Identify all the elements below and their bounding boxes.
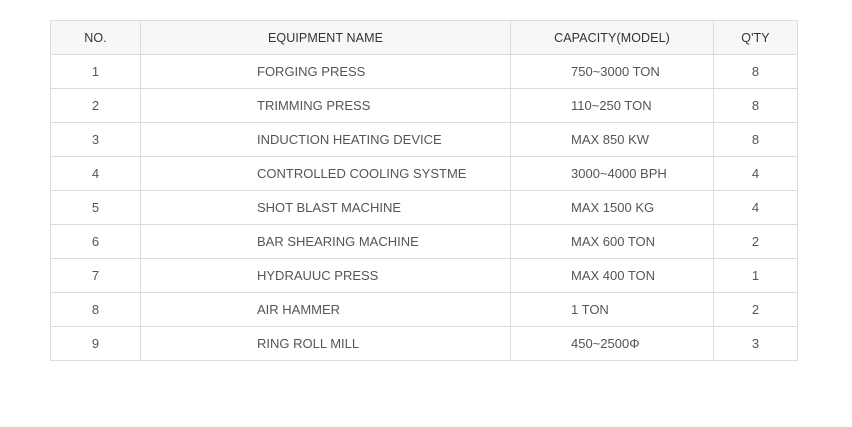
cell-no: 2 <box>51 89 141 123</box>
cell-qty: 4 <box>714 191 798 225</box>
cell-capacity: 750~3000 TON <box>511 55 714 89</box>
cell-qty: 4 <box>714 157 798 191</box>
equipment-table <box>50 20 798 361</box>
cell-capacity: MAX 850 KW <box>511 123 714 157</box>
cell-capacity: 110~250 TON <box>511 89 714 123</box>
header-capacity: CAPACITY(MODEL) <box>511 21 714 55</box>
cell-equipment-name: SHOT BLAST MACHINE <box>141 191 511 225</box>
cell-qty: 3 <box>714 327 798 361</box>
cell-no: 3 <box>51 123 141 157</box>
cell-no: 9 <box>51 327 141 361</box>
cell-qty: 1 <box>714 259 798 293</box>
cell-qty: 8 <box>714 89 798 123</box>
cell-no: 7 <box>51 259 141 293</box>
cell-qty: 2 <box>714 225 798 259</box>
cell-equipment-name: CONTROLLED COOLING SYSTME <box>141 157 511 191</box>
table-row <box>51 225 798 259</box>
cell-no: 5 <box>51 191 141 225</box>
cell-capacity: MAX 600 TON <box>511 225 714 259</box>
cell-qty: 8 <box>714 55 798 89</box>
cell-capacity: MAX 1500 KG <box>511 191 714 225</box>
cell-equipment-name: AIR HAMMER <box>141 293 511 327</box>
cell-capacity: 1 TON <box>511 293 714 327</box>
cell-equipment-name: RING ROLL MILL <box>141 327 511 361</box>
cell-no: 6 <box>51 225 141 259</box>
table-body <box>51 55 798 361</box>
table-row <box>51 327 798 361</box>
table-row <box>51 123 798 157</box>
header-qty: Q'TY <box>714 21 798 55</box>
table-row <box>51 157 798 191</box>
cell-equipment-name: TRIMMING PRESS <box>141 89 511 123</box>
header-row <box>51 21 798 55</box>
cell-equipment-name: HYDRAUUC PRESS <box>141 259 511 293</box>
table-header <box>51 21 798 55</box>
cell-equipment-name: INDUCTION HEATING DEVICE <box>141 123 511 157</box>
cell-equipment-name: FORGING PRESS <box>141 55 511 89</box>
cell-no: 8 <box>51 293 141 327</box>
cell-no: 1 <box>51 55 141 89</box>
header-equipment-name: EQUIPMENT NAME <box>141 21 511 55</box>
table-row <box>51 293 798 327</box>
header-no: NO. <box>51 21 141 55</box>
table-row <box>51 191 798 225</box>
table-row <box>51 55 798 89</box>
cell-equipment-name: BAR SHEARING MACHINE <box>141 225 511 259</box>
table-row <box>51 89 798 123</box>
cell-capacity: 450~2500Φ <box>511 327 714 361</box>
cell-no: 4 <box>51 157 141 191</box>
table-row <box>51 259 798 293</box>
cell-qty: 2 <box>714 293 798 327</box>
cell-capacity: MAX 400 TON <box>511 259 714 293</box>
cell-qty: 8 <box>714 123 798 157</box>
cell-capacity: 3000~4000 BPH <box>511 157 714 191</box>
